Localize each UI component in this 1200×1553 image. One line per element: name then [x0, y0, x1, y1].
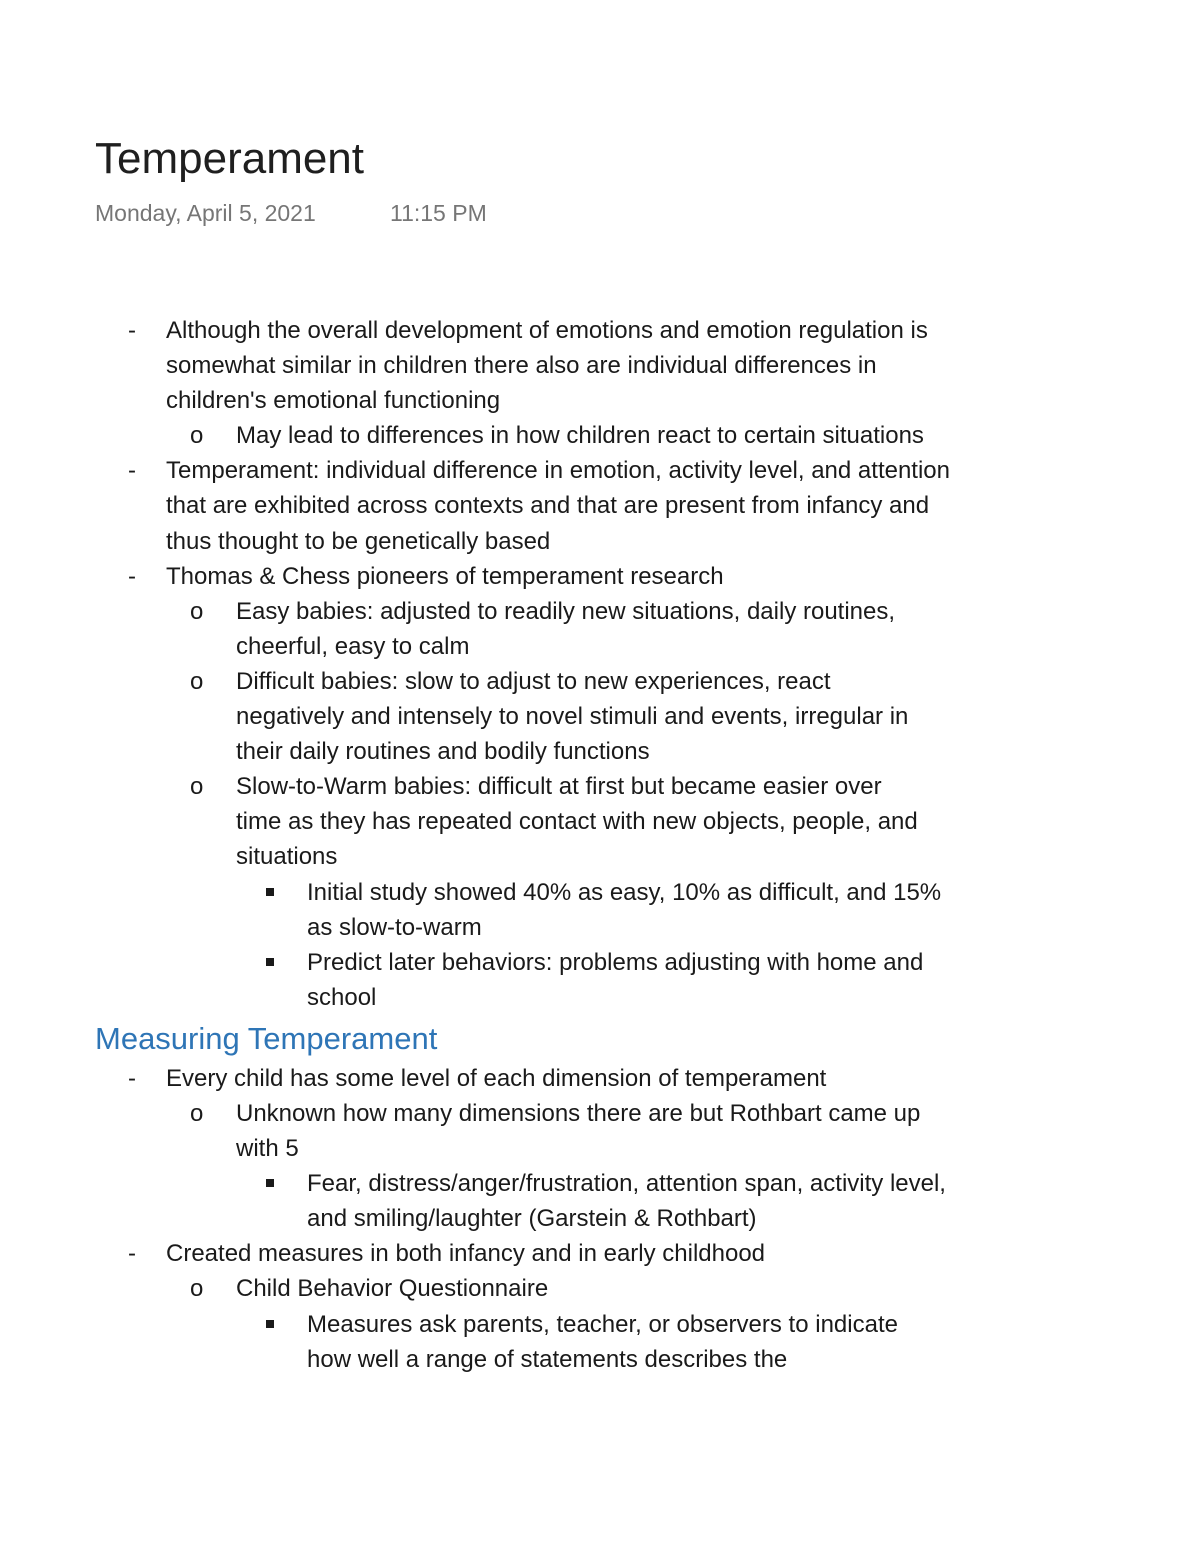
circle-bullet: o: [190, 1099, 204, 1127]
square-bullet-icon: [266, 888, 274, 896]
dash-bullet: -: [128, 1240, 136, 1268]
circle-bullet: o: [190, 667, 204, 695]
list-item-text: Although the overall development of emotions and emotion regulation is somewhat similar in children there also are individual differences in children's emotional functioning: [166, 317, 928, 415]
circle-bullet: o: [190, 422, 204, 450]
list-item-text: Thomas & Chess pioneers of temperament research: [166, 562, 724, 590]
list-item: [0, 418, 1200, 453]
list-item-text: Difficult babies: slow to adjust to new experiences, react negatively and intensely to novel stimuli and events, irregular in their daily routines and bodily functions: [236, 667, 909, 766]
square-bullet-icon: [266, 1320, 274, 1328]
list-item: [0, 1307, 1200, 1377]
list-item-text: Predict later behaviors: problems adjusting with home and school: [307, 948, 924, 1011]
list-item: [0, 664, 1200, 769]
list-item-text: Created measures in both infancy and in early childhood: [166, 1240, 766, 1268]
list-item: [0, 1166, 1200, 1236]
section-heading: Measuring Temperament: [95, 1020, 438, 1056]
list-item-text: Temperament: individual difference in emotion, activity level, and attention that are exhibited across contexts and that are present from infancy and thus thought to be genetically based: [166, 457, 950, 555]
page-title: Temperament: [95, 134, 365, 183]
circle-bullet: o: [190, 773, 204, 801]
dash-bullet: -: [128, 457, 136, 485]
list-item-text: Fear, distress/anger/frustration, attention span, activity level, and smiling/laughter (Garstein & Rothbart): [307, 1170, 946, 1233]
dash-bullet: -: [128, 1064, 136, 1092]
square-bullet-icon: [266, 1179, 274, 1187]
list-item-text: Slow-to-Warm babies: difficult at first but became easier over time as they has repeated contact with new objects, people, and situations: [236, 773, 918, 871]
list-item: [0, 875, 1200, 945]
dash-bullet: -: [128, 562, 136, 590]
list-item: [0, 1271, 1200, 1306]
list-item: [0, 594, 1200, 664]
list-item: [0, 1061, 1200, 1096]
list-item-text: May lead to differences in how children react to certain situations: [236, 422, 924, 450]
list-item: [0, 1236, 1200, 1271]
list-item: [0, 453, 1200, 558]
list-item: [0, 1096, 1200, 1166]
square-bullet-icon: [266, 958, 274, 966]
list-item-text: Child Behavior Questionnaire: [236, 1275, 549, 1303]
circle-bullet: o: [190, 1275, 204, 1303]
list-item: [0, 769, 1200, 874]
dash-bullet: -: [128, 317, 136, 344]
list-item: [0, 559, 1200, 594]
list-item-text: Every child has some level of each dimension of temperament: [166, 1064, 827, 1092]
list-item-text: Initial study showed 40% as easy, 10% as difficult, and 15% as slow-to-warm: [307, 878, 942, 941]
page-date: Monday, April 5, 2021: [95, 200, 316, 226]
circle-bullet: o: [190, 597, 204, 625]
list-item-text: Measures ask parents, teacher, or observers to indicate how well a range of statements describes the: [307, 1310, 898, 1373]
list-item-text: Unknown how many dimensions there are but Rothbart came up with 5: [236, 1099, 921, 1163]
list-item-text: Easy babies: adjusted to readily new situations, daily routines, cheerful, easy to calm: [236, 597, 896, 660]
list-item: [0, 313, 1200, 418]
page-time: 11:15 PM: [390, 200, 487, 226]
list-item: [0, 945, 1200, 1015]
page-meta: [95, 198, 487, 228]
note-content: [0, 313, 1200, 1440]
